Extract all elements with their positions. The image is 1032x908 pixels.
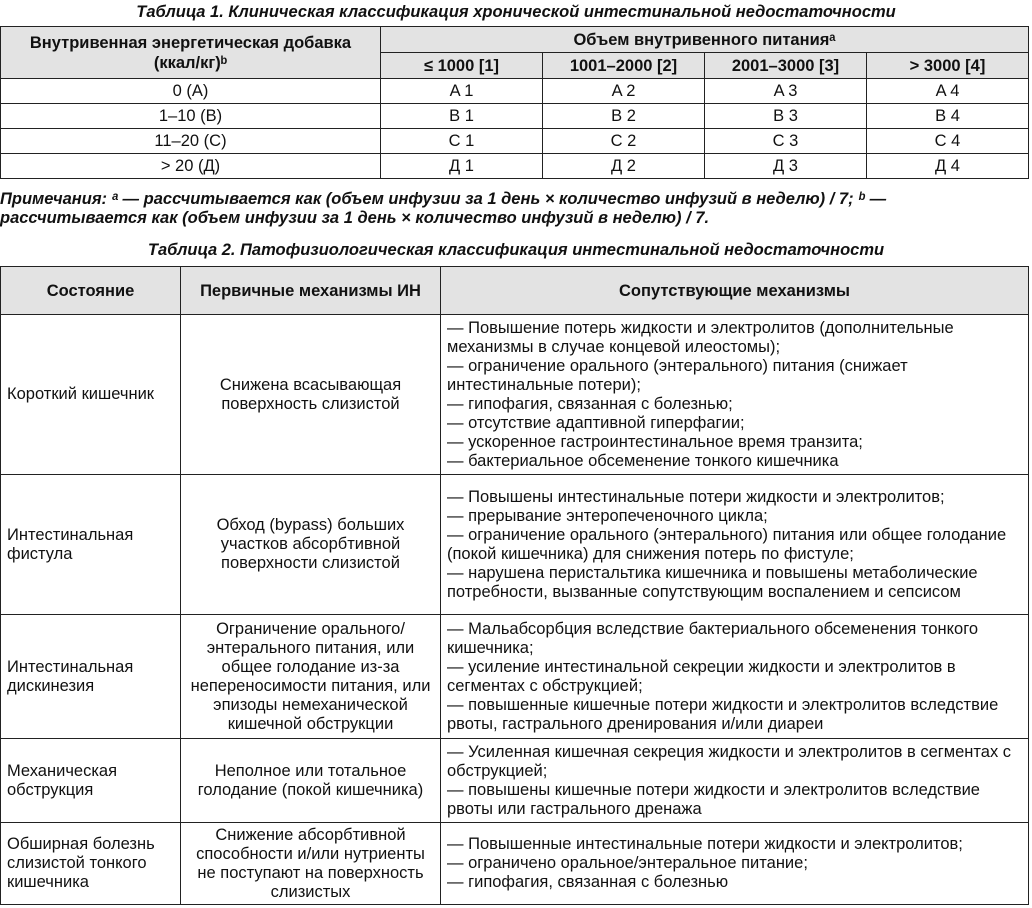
volume-column-header: ≤ 1000 [1]: [381, 53, 543, 79]
primary-mechanisms-header: Первичные механизмы ИН: [181, 267, 441, 315]
table-row: [1, 315, 1029, 475]
mechanism-item: — гипофагия, связанная с болезнью: [447, 873, 729, 891]
state-cell: Механическая обструкция: [1, 739, 181, 823]
mechanism-item: — повышенные кишечные потери жидкости и электролитов вследствие рвоты, гастрального дренирования и/или диареи: [447, 695, 999, 733]
secondary-mechanisms-header: Сопутствующие механизмы: [441, 267, 1029, 315]
secondary-cell: [441, 475, 1029, 615]
clinical-classification-table: [0, 26, 1029, 179]
iv-volume-header: Объем внутривенного питанияᵃ: [381, 27, 1029, 53]
secondary-cell: [441, 315, 1029, 475]
table-row: [1, 615, 1029, 739]
mechanism-item: — Повышены интестинальные потери жидкости и электролитов;: [447, 487, 945, 506]
table-row: [1, 129, 1029, 154]
volume-column-header: > 3000 [4]: [867, 53, 1029, 79]
table-cell: Д 1: [381, 154, 543, 179]
table1-notes: Примечания: ᵃ — рассчитывается как (объем инфузии за 1 день × количество инфузий в неделю) / 7; ᵇ — рассчитывается как (объем инфузии за 1 день × количество инфузий в неделю) / 7.: [0, 190, 887, 227]
mechanism-item: — гипофагия, связанная с болезнью;: [447, 394, 733, 413]
mechanism-item: — отсутствие адаптивной гиперфагии;: [447, 413, 745, 432]
primary-cell: Обход (bypass) больших участков абсорбтивной поверхности слизистой: [181, 475, 441, 615]
mechanism-item: — нарушена перистальтика кишечника и повышены метаболические потребности, вызванные сопутствующим воспалением и сепсисом: [447, 563, 978, 601]
mechanism-item: — ограничено оральное/энтеральное питание;: [447, 854, 808, 872]
mechanism-item: — ограничение орального (энтерального) питания или общее голодание (покой кишечника) для снижения потерь по фистуле;: [447, 525, 1007, 563]
energy-supplement-header: Внутривенная энергетическая добавка (ккал/кг)ᵇ: [1, 27, 381, 79]
pathophysiological-classification-table: [0, 266, 1029, 905]
table-cell: C 1: [381, 129, 543, 154]
mechanism-item: — ограничение орального (энтерального) питания (снижает интестинальные потери);: [447, 356, 908, 394]
state-cell: Короткий кишечник: [1, 315, 181, 475]
table-row: [1, 154, 1029, 179]
mechanism-item: — Мальабсорбция вследствие бактериального обсеменения тонкого кишечника;: [447, 619, 979, 657]
table-row: [1, 823, 1029, 905]
primary-cell: Ограничение орального/энтерального питания, или общее голодание из-за непереносимости питания, или эпизоды немеханической кишечной обструкции: [181, 615, 441, 739]
row-label: > 20 (Д): [1, 154, 381, 179]
mechanism-item: — Повышение потерь жидкости и электролитов (дополнительные механизмы в случае концевой илеостомы);: [447, 318, 954, 356]
table-cell: A 1: [381, 79, 543, 104]
table-cell: C 4: [867, 129, 1029, 154]
mechanism-item: — Усиленная кишечная секреция жидкости и электролитов в сегментах с обструкцией;: [447, 742, 1012, 780]
table-cell: A 3: [705, 79, 867, 104]
table-cell: A 4: [867, 79, 1029, 104]
table1-caption: Таблица 1. Клиническая классификация хронической интестинальной недостаточности: [136, 3, 896, 21]
table-row: [1, 79, 1029, 104]
table-row: [1, 739, 1029, 823]
primary-cell: Снижение абсорбтивной способности и/или нутриенты не поступают на поверхность слизистых: [181, 823, 441, 905]
row-label: 0 (A): [1, 79, 381, 104]
row-label: 1–10 (B): [1, 104, 381, 129]
table-row: [1, 475, 1029, 615]
volume-column-header: 2001–3000 [3]: [705, 53, 867, 79]
mechanism-item: — повышены кишечные потери жидкости и электролитов вследствие рвоты или гастрального дренажа: [447, 780, 980, 818]
state-cell: Обширная болезнь слизистой тонкого кишечника: [1, 823, 181, 905]
primary-cell: Неполное или тотальное голодание (покой кишечника): [181, 739, 441, 823]
table-cell: B 1: [381, 104, 543, 129]
table-cell: Д 3: [705, 154, 867, 179]
state-column-header: Состояние: [1, 267, 181, 315]
mechanism-item: — прерывание энтеропеченочного цикла;: [447, 506, 768, 525]
table-cell: C 2: [543, 129, 705, 154]
mechanism-item: — ускоренное гастроинтестинальное время транзита;: [447, 432, 863, 451]
secondary-cell: [441, 615, 1029, 739]
state-cell: Интестинальная дискинезия: [1, 615, 181, 739]
primary-cell: Снижена всасывающая поверхность слизистой: [181, 315, 441, 475]
state-cell: Интестинальная фистула: [1, 475, 181, 615]
row-label: 11–20 (C): [1, 129, 381, 154]
table-row: [1, 104, 1029, 129]
table-cell: A 2: [543, 79, 705, 104]
table2-caption: Таблица 2. Патофизиологическая классификация интестинальной недостаточности: [147, 241, 885, 259]
mechanism-item: — бактериальное обсеменение тонкого кишечника: [447, 451, 839, 470]
table-cell: B 3: [705, 104, 867, 129]
table-cell: B 4: [867, 104, 1029, 129]
mechanism-item: — Повышенные интестинальные потери жидкости и электролитов;: [447, 835, 963, 853]
table-cell: Д 2: [543, 154, 705, 179]
mechanism-item: — усиление интестинальной секреции жидкости и электролитов в сегментах с обструкцией;: [447, 657, 956, 695]
secondary-cell: [441, 739, 1029, 823]
table-cell: B 2: [543, 104, 705, 129]
secondary-cell: [441, 823, 1029, 905]
volume-column-header: 1001–2000 [2]: [543, 53, 705, 79]
table-cell: C 3: [705, 129, 867, 154]
table-cell: Д 4: [867, 154, 1029, 179]
